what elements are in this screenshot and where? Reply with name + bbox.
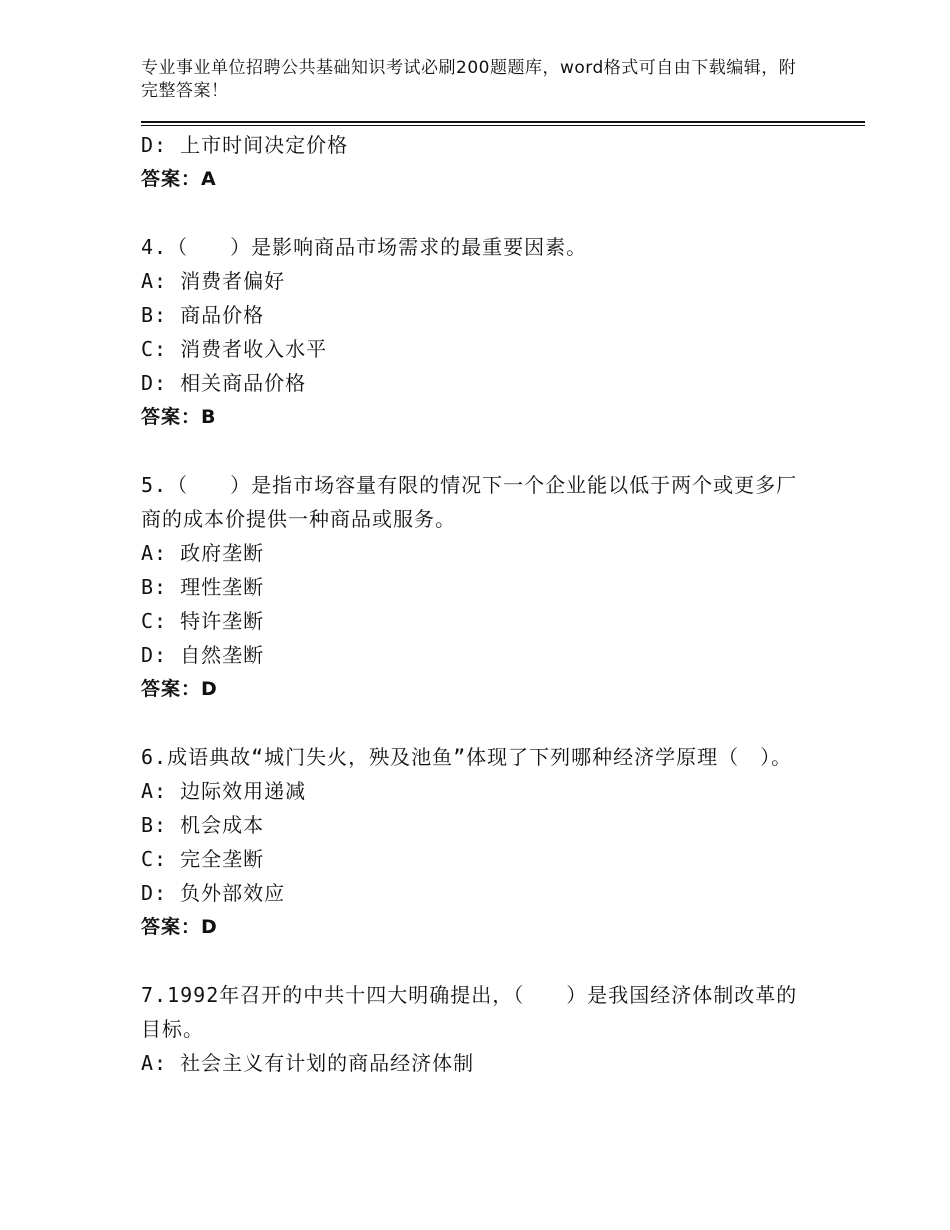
answer-line: 答案：D [141, 916, 218, 938]
answer-line: 答案：A [141, 168, 217, 190]
option-c: C: 完全垄断 [141, 847, 265, 871]
option-b: B: 理性垄断 [141, 575, 265, 599]
answer-line: 答案：B [141, 406, 217, 428]
option-d: D: 相关商品价格 [141, 371, 307, 395]
option-c: C: 消费者收入水平 [141, 337, 328, 361]
option-d: D: 上市时间决定价格 [141, 133, 349, 157]
header-rule-thin [141, 125, 865, 126]
question-stem: 6.成语典故“城门失火，殃及池鱼”体现了下列哪种经济学原理（ ）。 [141, 745, 793, 769]
option-b: B: 商品价格 [141, 303, 265, 327]
question-stem: 5.（ ）是指市场容量有限的情况下一个企业能以低于两个或更多厂商的成本价提供一种商品或服务。 [141, 473, 798, 531]
option-c: C: 特许垄断 [141, 609, 265, 633]
question-stem: 4.（ ）是影响商品市场需求的最重要因素。 [141, 235, 588, 259]
option-a: A: 政府垄断 [141, 541, 265, 565]
option-a: A: 边际效用递减 [141, 779, 307, 803]
question-content [141, 128, 821, 1080]
option-d: D: 自然垄断 [141, 643, 265, 667]
option-a: A: 社会主义有计划的商品经济体制 [141, 1051, 475, 1075]
option-d: D: 负外部效应 [141, 881, 286, 905]
option-a: A: 消费者偏好 [141, 269, 286, 293]
question-stem: 7.1992年召开的中共十四大明确提出，（ ）是我国经济体制改革的目标。 [141, 983, 798, 1041]
option-b: B: 机会成本 [141, 813, 265, 837]
header-rule-thick [141, 121, 865, 123]
answer-line: 答案：D [141, 678, 218, 700]
document-header: 专业事业单位招聘公共基础知识考试必刷200题题库，word格式可自由下载编辑，附完整答案！ [141, 58, 797, 101]
